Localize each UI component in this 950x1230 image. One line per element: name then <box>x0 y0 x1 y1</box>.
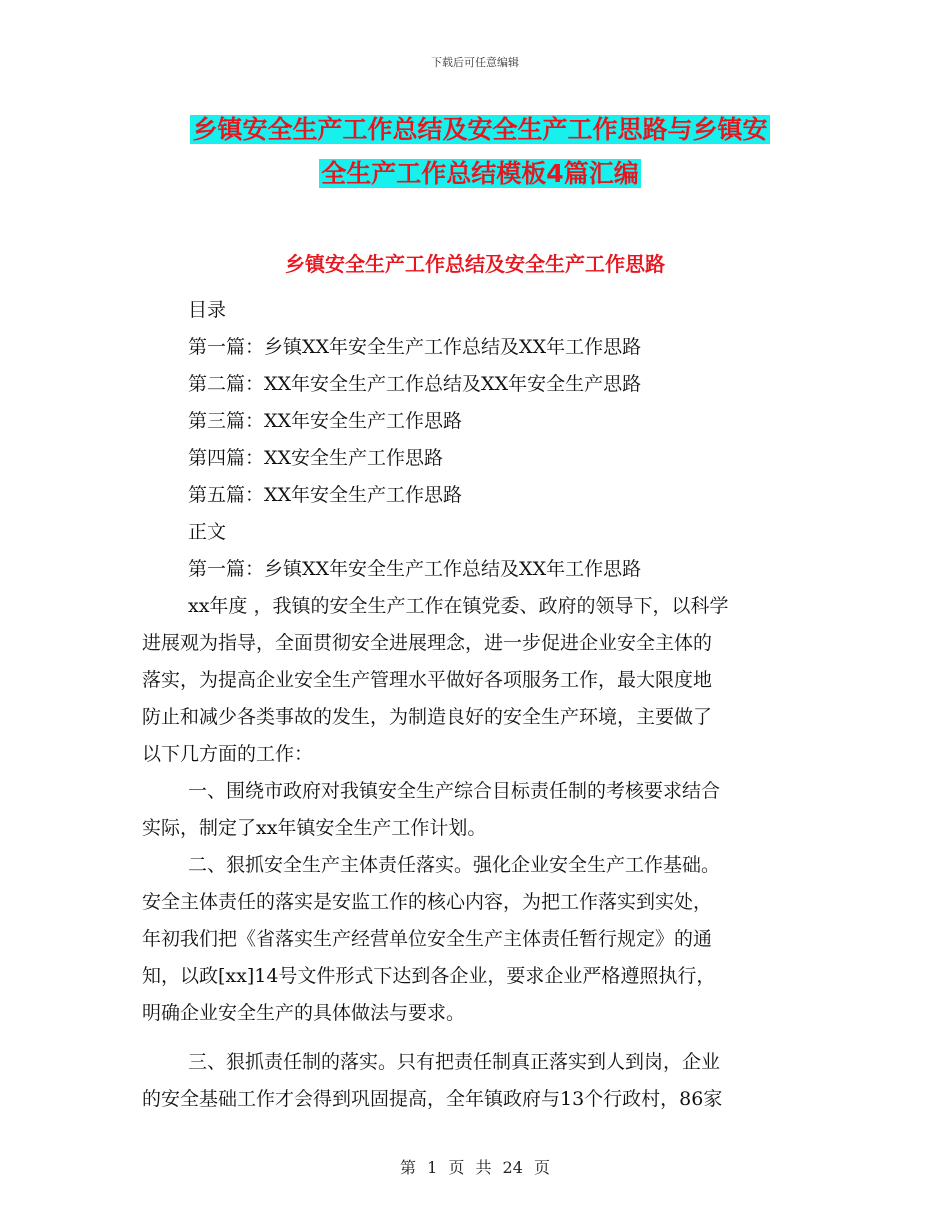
section-title: 乡镇安全生产工作总结及安全生产工作思路 <box>285 252 665 276</box>
paragraph-line: 防止和减少各类事故的发生，为制造良好的安全生产环境，主要做了 <box>142 706 713 728</box>
document-title-line-2: 全生产工作总结模板4篇汇编 <box>321 159 639 188</box>
toc-item: 第一篇：乡镇XX年安全生产工作总结及XX年工作思路 <box>188 336 642 358</box>
page-header: 下载后可任意编辑 <box>431 56 519 69</box>
paragraph-line: 实际，制定了xx年镇安全生产工作计划。 <box>142 817 487 839</box>
paragraph-line: 以下几方面的工作： <box>142 743 314 765</box>
toc-item: 第二篇：XX年安全生产工作总结及XX年安全生产思路 <box>188 373 642 395</box>
paragraph-line: xx年度 ，我镇的安全生产工作在镇党委、政府的领导下，以科学 <box>188 595 729 617</box>
paragraph-line: 年初我们把《省落实生产经营单位安全生产主体责任暂行规定》的通 <box>142 928 713 950</box>
document-body <box>142 292 802 1118</box>
paragraph-line: 二、狠抓安全生产主体责任落实。强化企业安全生产工作基础。 <box>188 854 721 876</box>
document-title-line-1: 乡镇安全生产工作总结及安全生产工作思路与乡镇安 <box>192 115 768 144</box>
toc-item: 第三篇：XX年安全生产工作思路 <box>188 410 463 432</box>
paragraph-line: 的安全基础工作才会得到巩固提高，全年镇政府与13个行政村，86家 <box>142 1088 723 1110</box>
paragraph-line: 明确企业安全生产的具体做法与要求。 <box>142 1002 466 1024</box>
paragraph-line: 一、围绕市政府对我镇安全生产综合目标责任制的考核要求结合 <box>188 780 721 802</box>
paragraph-line: 知，以政[xx]14号文件形式下达到各企业，要求企业严格遵照执行， <box>142 965 716 987</box>
toc-item: 第五篇：XX年安全生产工作思路 <box>188 484 463 506</box>
document-title <box>150 108 810 196</box>
toc-item: 第四篇：XX安全生产工作思路 <box>188 447 444 469</box>
page-number-footer: 第 1 页 共 24 页 <box>400 1158 550 1177</box>
paragraph-line: 三、狠抓责任制的落实。只有把责任制真正落实到人到岗，企业 <box>188 1051 721 1073</box>
body-label: 正文 <box>188 521 227 543</box>
toc-label: 目录 <box>188 299 227 321</box>
chapter-heading: 第一篇：乡镇XX年安全生产工作总结及XX年工作思路 <box>188 558 642 580</box>
paragraph-line: 进展观为指导，全面贯彻安全进展理念，进一步促进企业安全主体的 <box>142 632 713 654</box>
paragraph-line: 落实，为提高企业安全生产管理水平做好各项服务工作，最大限度地 <box>142 669 713 691</box>
paragraph-line: 安全主体责任的落实是安监工作的核心内容，为把工作落实到实处， <box>142 891 713 913</box>
